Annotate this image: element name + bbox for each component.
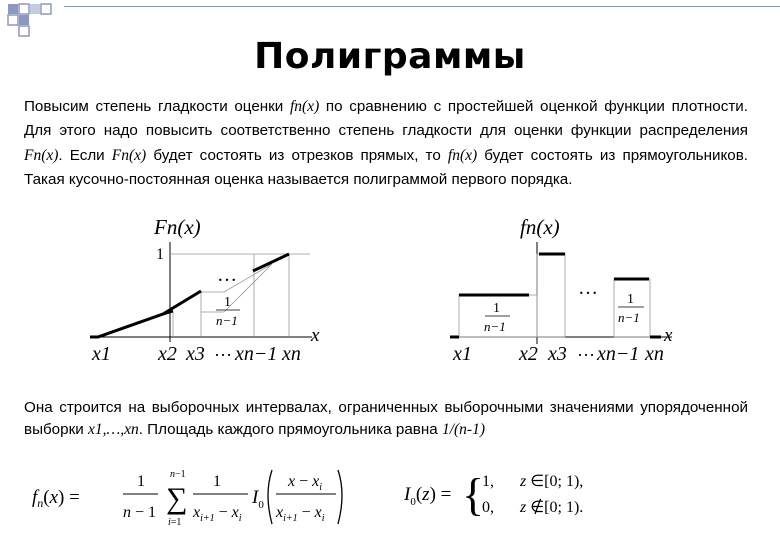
svg-text:1,: 1, <box>482 473 494 490</box>
cdf-tick-xn: xn <box>282 343 301 365</box>
svg-text:xi+1 − xi: $x_{i+1} - x_i$ <box>193 504 242 524</box>
polygram-fracn-num: 1 <box>627 292 634 307</box>
indicator-formula <box>400 464 610 524</box>
svg-text:I0(z) =: $I_0(z)$ = <box>404 484 452 508</box>
cdf-frac-den: n−1 <box>216 313 238 328</box>
cdf-dots-axis: … <box>214 340 232 360</box>
cdf-tick-x3: x3 <box>186 343 205 365</box>
svg-text:∑: ∑ <box>166 482 188 515</box>
polygram-tick-xn1: xn−1 <box>597 343 640 365</box>
slide-title: Полиграммы <box>254 36 526 77</box>
polygram-frac1-den: n−1 <box>484 319 506 334</box>
outro-text-1: Она строится на выборочных интервалах, ограниченных выборочными значениями упорядоченной выборки <box>24 399 748 438</box>
cdf-dots-upper: … <box>217 264 237 286</box>
polygram-tick-xn: xn <box>645 343 664 365</box>
intro-fnx-1: fn(x) <box>289 98 320 115</box>
intro-text-5: будет состоять из прямоугольников. Такая кусочно-постоянная оценка называется полиграммой первого порядка. <box>24 146 749 189</box>
svg-text:fn(x) =: $f_n(x)$ = <box>32 487 80 510</box>
svg-text:0,: 0, <box>482 499 494 516</box>
cdf-polyline <box>90 291 201 337</box>
outro-sample-sequence: x1,…,xn <box>87 421 139 438</box>
svg-text:xi+1 − xi: $x_{i+1} - x_i$ <box>276 504 325 524</box>
cdf-polygon-figure <box>90 208 340 368</box>
cdf-x-var: x <box>311 325 320 346</box>
intro-Fnx-1: Fn(x) <box>24 146 59 164</box>
polygram-dots-upper: … <box>578 277 598 299</box>
polygram-tick-x2: x2 <box>519 343 538 365</box>
outro-paragraph <box>24 397 748 441</box>
polygram-tick-x1: x1 <box>453 343 472 365</box>
polygram-rect-2 <box>537 254 565 337</box>
polygram-rect-n <box>614 279 650 337</box>
svg-text:{: { <box>462 469 485 520</box>
outro-text-2: . Площадь каждого прямоугольника равна <box>138 421 442 438</box>
cdf-frac-num: 1 <box>224 295 231 310</box>
polygram-dots-axis: … <box>577 340 595 360</box>
cdf-tick-xn1: xn−1 <box>235 343 278 365</box>
cdf-final-segment <box>253 254 289 271</box>
svg-text:z ∈[0; 1),: z ∈[0; 1), <box>520 473 584 490</box>
intro-paragraph <box>24 95 748 193</box>
svg-text:x − xi: $x - x_i$ <box>288 473 323 493</box>
svg-text:n−1: n−1 <box>170 469 186 480</box>
polygram-frac1-num: 1 <box>493 301 500 316</box>
polygram-formula <box>28 464 348 536</box>
polygram-fracn-den: n−1 <box>618 310 640 325</box>
polygram-figure <box>450 208 690 368</box>
svg-text:1: 1 <box>213 473 221 490</box>
header-rule <box>64 6 780 7</box>
cdf-tick-x2: x2 <box>158 343 177 365</box>
svg-text:i=1: i=1 <box>168 517 182 528</box>
outro-area-value: 1/(n-1) <box>441 421 485 438</box>
intro-text-1: Повысим степень гладкости оценки <box>24 98 290 115</box>
intro-fnx-2: fn(x) <box>447 146 478 164</box>
corner-decoration <box>0 0 70 40</box>
intro-text-4: будет состоять из отрезков прямых, то <box>146 146 448 164</box>
polygram-ylabel: fn(x) <box>520 215 560 239</box>
polygram-tick-x3: x3 <box>548 343 567 365</box>
cdf-one-label: 1 <box>156 246 164 263</box>
intro-text-2: по сравнению с простейшей оценкой функции плотности. Для этого надо повысить соответственно степень гладкости для оценки функции распределения <box>24 98 748 140</box>
intro-text-3: . Если <box>58 146 112 164</box>
polygram-x-var: x <box>664 325 673 346</box>
cdf-ylabel: Fn(x) <box>154 215 201 239</box>
svg-text:1: 1 <box>137 473 145 490</box>
svg-text:n − 1: n − 1 <box>123 504 157 521</box>
svg-text:I0: $I_0$ <box>252 487 264 511</box>
cdf-tick-x1: x1 <box>92 343 111 365</box>
svg-text:z ∉[0; 1).: z ∉[0; 1). <box>520 499 584 516</box>
intro-Fnx-2: Fn(x) <box>111 146 147 164</box>
